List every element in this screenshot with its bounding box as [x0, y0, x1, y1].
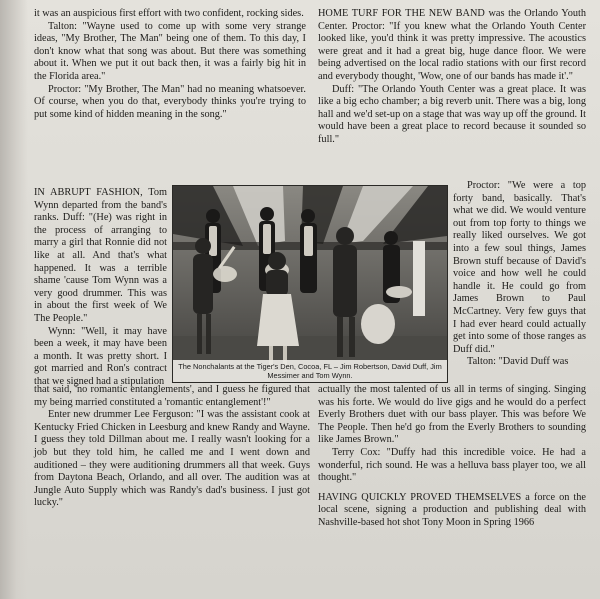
paragraph: Talton: "Wayne used to come up with some very strange ideas, "My Brother, The Man" being one of them. To this day, I don't know what that song was about. But there was something about it. When we put it out back then, it was a fairly big hit in the Florida area."	[34, 20, 306, 82]
photo-caption: The Nonchalants at the Tiger's Den, Cocoa, FL – Jim Robertson, David Duff, Jim Messimer and Tom Wynn.	[173, 360, 447, 382]
section-lead-paragraph: HAVING QUICKLY PROVED THEMSELVES a force on the local scene, signing a production and publishing deal with Nashville-based hot shot Tony Moon in Spring 1966	[318, 491, 586, 528]
left-column-wrap	[34, 187, 167, 389]
paragraph: it was an auspicious first effort with two confident, rocking sides.	[34, 8, 304, 19]
paragraph: Talton: "David Duff was	[467, 356, 569, 368]
paragraph: Terry Cox: "Duffy had this incredible voice. He had a wonderful, rich sound. He was a helluva bass player too, we all thought."	[318, 446, 586, 484]
paragraph: Wynn: "Well, it may have been a week, it may have been a month. It was pretty short. I got married and Ron's contract that we signed had a stipulation	[34, 325, 167, 387]
section-lead-paragraph: HOME TURF FOR THE NEW BAND was the Orlando Youth Center. Proctor: "If you knew what the Orlando Youth Center looked like, you'd think it was pretty impressive. The acoustics were great and it had a great big, huge dance floor. We were being advertised on the local radio stations with our first record and everybody thought, 'Wow, one of our bands has made it'."	[318, 8, 586, 82]
paragraph: actually the most talented of us all in terms of singing. Singing was his forte. We would do live gigs and he would do a perfect Everly Brothers duet with our bass player. This was before We The People. Then he'd go from the Everly Brothers to sounding like James Brown."	[318, 384, 586, 446]
band-photo	[172, 185, 448, 383]
paragraph: Proctor: "My Brother, The Man" had no meaning whatsoever. Of course, when you do that, everybody thinks you're trying to put some kind of hidden meaning in the song."	[34, 83, 306, 120]
left-column-bottom	[34, 384, 310, 510]
right-column-top	[318, 8, 586, 147]
paragraph: Proctor: "We were a top forty band, basically. That's what we did. We would venture out from top forty to things we really liked ourselves. We got into a few soul things, James Brown stuff because of David's voice and how well he could handle it. He could go from James Brown to Paul McCartney. Very few guys that I had ever heard could actually get into some of those ranges as Duff did."	[453, 180, 586, 355]
band-photo-image	[173, 186, 447, 382]
page-fold-shadow	[0, 0, 28, 599]
section-lead-paragraph: IN ABRUPT FASHION, Tom Wynn departed from the band's ranks. Duff: "(He) was right in the process of arranging to marry a girl that Ronnie did not like at all. And that's what happened. It was a terrible shame 'cause Tom Wynn was a very good drummer. This was in about the first week of We The People."	[34, 187, 167, 324]
right-column-bottom	[318, 384, 586, 530]
paragraph: Enter new drummer Lee Ferguson: "I was the assistant cook at Kentucky Fried Chicken in Leesburg and knew Randy and Wayne. I guess they told Dillman about me. I really wasn't looking for a job but they told him, he called me and I went down and auditioned – they were auditioning drummers all that week. Guys from Daytona Beach, Orlando, and all over. The audition was at Jungle Auto Supply which was Randy's dad's business. I just got lucky."	[34, 409, 310, 509]
left-column-top	[34, 8, 306, 121]
paragraph: Duff: "The Orlando Youth Center was a great place. It was like a big echo chamber; a big reverb unit. There was a big, long hall and we'd set-up on a stage that was way up off the ground. It would have been a great place to record because it sounded so full."	[318, 83, 586, 145]
paragraph: that said, 'no romantic entanglements', and I guess he figured that my being married constituted a 'romantic entanglement'!"	[34, 384, 310, 408]
right-column-wrap	[453, 180, 586, 369]
